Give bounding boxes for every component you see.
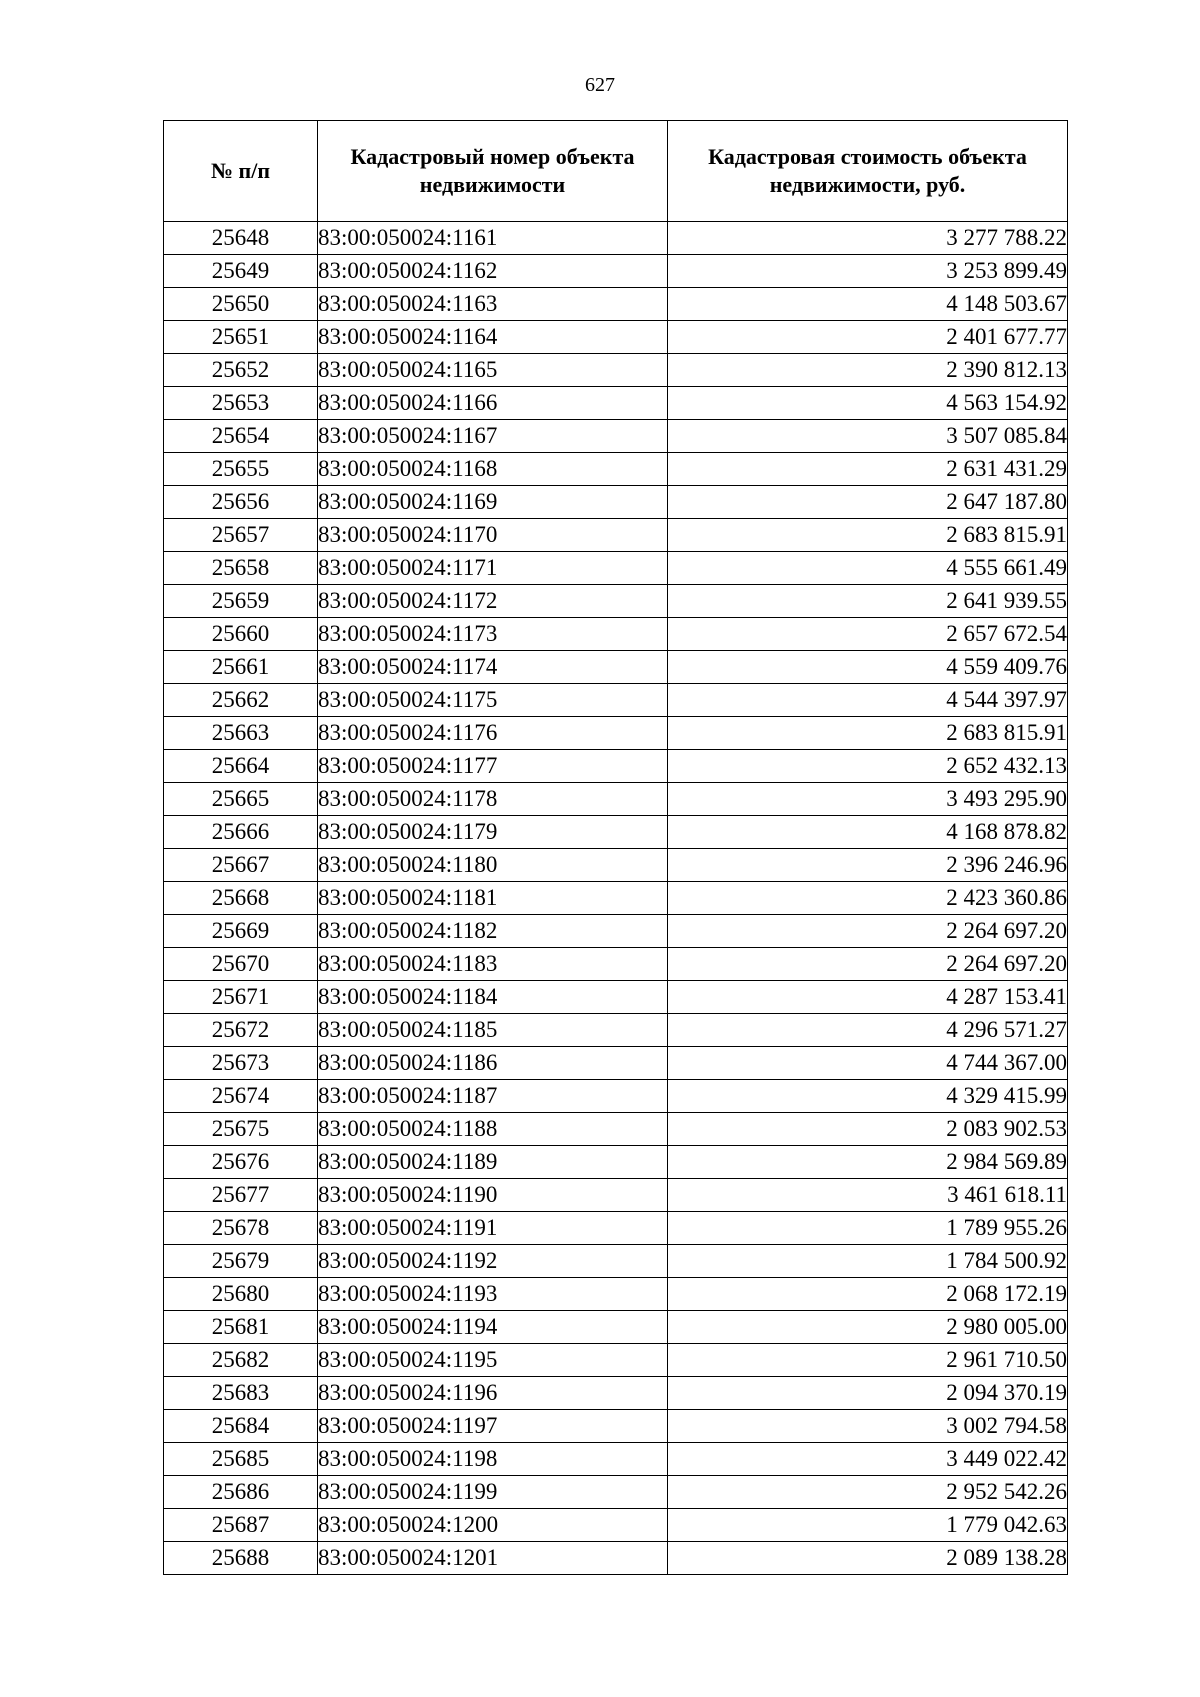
- cadastral-value-cell: 2 980 005.00: [668, 1311, 1068, 1344]
- row-number-cell: 25664: [164, 750, 318, 783]
- row-number-cell: 25659: [164, 585, 318, 618]
- cadastral-value-cell: 2 657 672.54: [668, 618, 1068, 651]
- cadastral-value-cell: 2 961 710.50: [668, 1344, 1068, 1377]
- cadastral-number-cell: 83:00:050024:1173: [318, 618, 668, 651]
- table-row: [164, 1179, 1068, 1212]
- row-number-cell: 25648: [164, 222, 318, 255]
- row-number-cell: 25652: [164, 354, 318, 387]
- cadastral-value-cell: 4 148 503.67: [668, 288, 1068, 321]
- row-number-cell: 25672: [164, 1014, 318, 1047]
- row-number-cell: 25657: [164, 519, 318, 552]
- cadastral-number-cell: 83:00:050024:1190: [318, 1179, 668, 1212]
- cadastral-number-cell: 83:00:050024:1167: [318, 420, 668, 453]
- table-row: [164, 519, 1068, 552]
- table-row: [164, 618, 1068, 651]
- cadastral-value-cell: 2 264 697.20: [668, 948, 1068, 981]
- cadastral-number-cell: 83:00:050024:1169: [318, 486, 668, 519]
- table-row: [164, 1509, 1068, 1542]
- table-row: [164, 453, 1068, 486]
- table-row: [164, 420, 1068, 453]
- cadastral-value-cell: 1 779 042.63: [668, 1509, 1068, 1542]
- table-row: [164, 981, 1068, 1014]
- row-number-cell: 25686: [164, 1476, 318, 1509]
- row-number-cell: 25650: [164, 288, 318, 321]
- row-number-cell: 25684: [164, 1410, 318, 1443]
- row-number-cell: 25668: [164, 882, 318, 915]
- table-row: [164, 1047, 1068, 1080]
- row-number-cell: 25660: [164, 618, 318, 651]
- row-number-cell: 25658: [164, 552, 318, 585]
- table-row: [164, 1311, 1068, 1344]
- row-number-cell: 25656: [164, 486, 318, 519]
- cadastral-number-cell: 83:00:050024:1178: [318, 783, 668, 816]
- table-row: [164, 1113, 1068, 1146]
- cadastral-number-cell: 83:00:050024:1166: [318, 387, 668, 420]
- header-cadastral-value: Кадастровая стоимость объекта недвижимости, руб.: [668, 121, 1068, 222]
- cadastral-number-cell: 83:00:050024:1199: [318, 1476, 668, 1509]
- row-number-cell: 25651: [164, 321, 318, 354]
- page-number: 627: [585, 74, 615, 96]
- row-number-cell: 25682: [164, 1344, 318, 1377]
- table-row: [164, 1542, 1068, 1575]
- cadastral-number-cell: 83:00:050024:1182: [318, 915, 668, 948]
- cadastral-number-cell: 83:00:050024:1192: [318, 1245, 668, 1278]
- cadastral-number-cell: 83:00:050024:1168: [318, 453, 668, 486]
- row-number-cell: 25688: [164, 1542, 318, 1575]
- cadastral-number-cell: 83:00:050024:1179: [318, 816, 668, 849]
- table-row: [164, 354, 1068, 387]
- cadastral-value-cell: 1 789 955.26: [668, 1212, 1068, 1245]
- cadastral-value-cell: 2 647 187.80: [668, 486, 1068, 519]
- cadastral-number-cell: 83:00:050024:1191: [318, 1212, 668, 1245]
- cadastral-value-cell: 2 641 939.55: [668, 585, 1068, 618]
- cadastral-value-cell: 4 329 415.99: [668, 1080, 1068, 1113]
- cadastral-number-cell: 83:00:050024:1170: [318, 519, 668, 552]
- cadastral-value-cell: 2 396 246.96: [668, 849, 1068, 882]
- cadastral-value-cell: 2 631 431.29: [668, 453, 1068, 486]
- table-row: [164, 288, 1068, 321]
- cadastral-number-cell: 83:00:050024:1193: [318, 1278, 668, 1311]
- cadastral-value-cell: 3 253 899.49: [668, 255, 1068, 288]
- row-number-cell: 25669: [164, 915, 318, 948]
- table-row: [164, 849, 1068, 882]
- row-number-cell: 25671: [164, 981, 318, 1014]
- row-number-cell: 25665: [164, 783, 318, 816]
- cadastral-number-cell: 83:00:050024:1174: [318, 651, 668, 684]
- cadastral-value-cell: 1 784 500.92: [668, 1245, 1068, 1278]
- row-number-cell: 25679: [164, 1245, 318, 1278]
- cadastral-number-cell: 83:00:050024:1164: [318, 321, 668, 354]
- table-header: [164, 121, 1068, 222]
- table-row: [164, 651, 1068, 684]
- row-number-cell: 25653: [164, 387, 318, 420]
- table-row: [164, 783, 1068, 816]
- row-number-cell: 25677: [164, 1179, 318, 1212]
- cadastral-value-cell: 4 555 661.49: [668, 552, 1068, 585]
- row-number-cell: 25670: [164, 948, 318, 981]
- row-number-cell: 25663: [164, 717, 318, 750]
- cadastral-value-cell: 2 984 569.89: [668, 1146, 1068, 1179]
- header-cadastral-number: Кадастровый номер объекта недвижимости: [318, 121, 668, 222]
- cadastral-number-cell: 83:00:050024:1161: [318, 222, 668, 255]
- row-number-cell: 25675: [164, 1113, 318, 1146]
- table-row: [164, 1377, 1068, 1410]
- cadastral-value-table: [163, 120, 1068, 1575]
- row-number-cell: 25687: [164, 1509, 318, 1542]
- row-number-cell: 25685: [164, 1443, 318, 1476]
- cadastral-number-cell: 83:00:050024:1180: [318, 849, 668, 882]
- row-number-cell: 25674: [164, 1080, 318, 1113]
- row-number-cell: 25681: [164, 1311, 318, 1344]
- table-row: [164, 1476, 1068, 1509]
- table-row: [164, 750, 1068, 783]
- cadastral-number-cell: 83:00:050024:1165: [318, 354, 668, 387]
- cadastral-number-cell: 83:00:050024:1184: [318, 981, 668, 1014]
- cadastral-value-cell: 4 544 397.97: [668, 684, 1068, 717]
- table-row: [164, 585, 1068, 618]
- cadastral-value-cell: 3 449 022.42: [668, 1443, 1068, 1476]
- cadastral-number-cell: 83:00:050024:1187: [318, 1080, 668, 1113]
- cadastral-number-cell: 83:00:050024:1194: [318, 1311, 668, 1344]
- table-row: [164, 1146, 1068, 1179]
- header-row-number: № п/п: [164, 121, 318, 222]
- header-row: [164, 121, 1068, 222]
- cadastral-number-cell: 83:00:050024:1185: [318, 1014, 668, 1047]
- cadastral-value-cell: 4 744 367.00: [668, 1047, 1068, 1080]
- row-number-cell: 25661: [164, 651, 318, 684]
- cadastral-number-cell: 83:00:050024:1176: [318, 717, 668, 750]
- row-number-cell: 25654: [164, 420, 318, 453]
- cadastral-value-cell: 3 507 085.84: [668, 420, 1068, 453]
- row-number-cell: 25683: [164, 1377, 318, 1410]
- row-number-cell: 25649: [164, 255, 318, 288]
- row-number-cell: 25676: [164, 1146, 318, 1179]
- table-row: [164, 684, 1068, 717]
- cadastral-number-cell: 83:00:050024:1181: [318, 882, 668, 915]
- cadastral-value-cell: 2 683 815.91: [668, 717, 1068, 750]
- table-row: [164, 882, 1068, 915]
- cadastral-value-cell: 2 423 360.86: [668, 882, 1068, 915]
- table-row: [164, 255, 1068, 288]
- table-row: [164, 915, 1068, 948]
- cadastral-value-cell: 2 094 370.19: [668, 1377, 1068, 1410]
- table-row: [164, 948, 1068, 981]
- cadastral-number-cell: 83:00:050024:1175: [318, 684, 668, 717]
- cadastral-number-cell: 83:00:050024:1196: [318, 1377, 668, 1410]
- cadastral-value-cell: 2 089 138.28: [668, 1542, 1068, 1575]
- cadastral-value-cell: 2 068 172.19: [668, 1278, 1068, 1311]
- cadastral-number-cell: 83:00:050024:1189: [318, 1146, 668, 1179]
- table-body: [164, 222, 1068, 1575]
- table-row: [164, 1245, 1068, 1278]
- table-row: [164, 1443, 1068, 1476]
- table-row: [164, 222, 1068, 255]
- table-row: [164, 1410, 1068, 1443]
- cadastral-value-cell: 3 277 788.22: [668, 222, 1068, 255]
- row-number-cell: 25666: [164, 816, 318, 849]
- cadastral-value-cell: 4 563 154.92: [668, 387, 1068, 420]
- row-number-cell: 25655: [164, 453, 318, 486]
- cadastral-value-cell: 4 168 878.82: [668, 816, 1068, 849]
- cadastral-number-cell: 83:00:050024:1200: [318, 1509, 668, 1542]
- cadastral-value-cell: 2 683 815.91: [668, 519, 1068, 552]
- cadastral-number-cell: 83:00:050024:1197: [318, 1410, 668, 1443]
- cadastral-value-cell: 2 652 432.13: [668, 750, 1068, 783]
- table-row: [164, 486, 1068, 519]
- row-number-cell: 25662: [164, 684, 318, 717]
- table-row: [164, 1080, 1068, 1113]
- cadastral-number-cell: 83:00:050024:1188: [318, 1113, 668, 1146]
- table-row: [164, 717, 1068, 750]
- cadastral-number-cell: 83:00:050024:1177: [318, 750, 668, 783]
- row-number-cell: 25680: [164, 1278, 318, 1311]
- cadastral-number-cell: 83:00:050024:1195: [318, 1344, 668, 1377]
- table-row: [164, 1014, 1068, 1047]
- cadastral-value-cell: 2 083 902.53: [668, 1113, 1068, 1146]
- cadastral-number-cell: 83:00:050024:1171: [318, 552, 668, 585]
- cadastral-value-cell: 2 264 697.20: [668, 915, 1068, 948]
- cadastral-number-cell: 83:00:050024:1183: [318, 948, 668, 981]
- row-number-cell: 25667: [164, 849, 318, 882]
- cadastral-value-cell: 4 287 153.41: [668, 981, 1068, 1014]
- table-row: [164, 552, 1068, 585]
- table-row: [164, 321, 1068, 354]
- row-number-cell: 25678: [164, 1212, 318, 1245]
- cadastral-value-cell: 4 559 409.76: [668, 651, 1068, 684]
- cadastral-value-cell: 3 461 618.11: [668, 1179, 1068, 1212]
- cadastral-value-cell: 3 493 295.90: [668, 783, 1068, 816]
- table-row: [164, 387, 1068, 420]
- cadastral-value-cell: 3 002 794.58: [668, 1410, 1068, 1443]
- cadastral-number-cell: 83:00:050024:1163: [318, 288, 668, 321]
- cadastral-value-cell: 2 952 542.26: [668, 1476, 1068, 1509]
- cadastral-value-cell: 2 401 677.77: [668, 321, 1068, 354]
- table-row: [164, 816, 1068, 849]
- cadastral-number-cell: 83:00:050024:1186: [318, 1047, 668, 1080]
- cadastral-number-cell: 83:00:050024:1162: [318, 255, 668, 288]
- table-row: [164, 1278, 1068, 1311]
- table-row: [164, 1344, 1068, 1377]
- cadastral-number-cell: 83:00:050024:1172: [318, 585, 668, 618]
- table-row: [164, 1212, 1068, 1245]
- cadastral-number-cell: 83:00:050024:1198: [318, 1443, 668, 1476]
- cadastral-value-cell: 2 390 812.13: [668, 354, 1068, 387]
- cadastral-number-cell: 83:00:050024:1201: [318, 1542, 668, 1575]
- row-number-cell: 25673: [164, 1047, 318, 1080]
- cadastral-value-cell: 4 296 571.27: [668, 1014, 1068, 1047]
